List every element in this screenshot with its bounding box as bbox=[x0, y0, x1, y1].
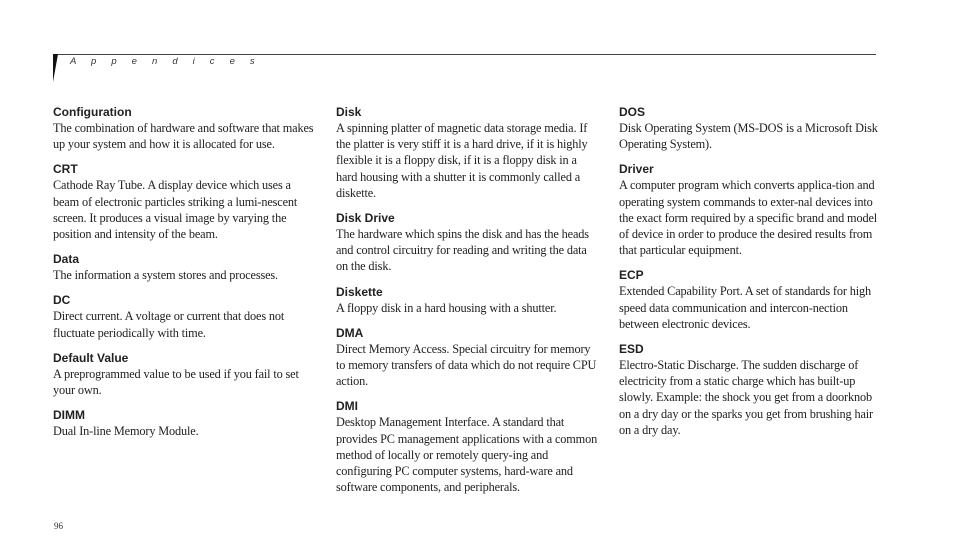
glossary-column-3 bbox=[619, 103, 881, 446]
glossary-term: Driver bbox=[619, 162, 654, 177]
glossary-definition: Direct current. A voltage or current that does not fluctuate periodically with time. bbox=[53, 309, 285, 340]
section-label: A p p e n d i c e s bbox=[70, 56, 261, 67]
glossary-definition: Cathode Ray Tube. A display device which uses a beam of electronic particles striking a lumi-nescent screen. It produces a visual image by varying the position and intensity of the beam. bbox=[53, 178, 298, 242]
glossary-term: CRT bbox=[53, 162, 78, 177]
glossary-term: DC bbox=[53, 293, 71, 308]
glossary-entry bbox=[53, 349, 315, 398]
glossary-term: Diskette bbox=[336, 284, 383, 299]
glossary-definition: Electro-Static Discharge. The sudden discharge of electricity from a static charge which has built-up slowly. Example: the shock you get from a doorknob on a dry day or the sparks you get from brushing hair on a dry day. bbox=[619, 358, 873, 437]
glossary-definition: Extended Capability Port. A set of standards for high speed data communication and intercon-nection between electronic devices. bbox=[619, 284, 871, 331]
glossary-entry bbox=[53, 291, 315, 340]
glossary-definition: Desktop Management Interface. A standard that provides PC management applications with a common method of locally or remotely query-ing and configuring PC computer systems, hard-ware and software components, and peripherals. bbox=[336, 415, 598, 495]
glossary-entry bbox=[619, 340, 881, 438]
glossary-column-1 bbox=[53, 103, 315, 447]
glossary-definition: A floppy disk in a hard housing with a shutter. bbox=[336, 300, 557, 315]
glossary-entry bbox=[53, 250, 315, 283]
glossary-term: Configuration bbox=[53, 105, 132, 119]
glossary-entry bbox=[336, 397, 598, 495]
glossary-entry bbox=[619, 266, 881, 332]
glossary-definition: A spinning platter of magnetic data storage media. If the platter is very stiff it is a hard drive, if it is highly flexible it is a floppy disk, if it is a floppy disk in a hard housing with a shutter it is commonly called a diskette. bbox=[336, 121, 588, 200]
glossary-term: DMI bbox=[336, 399, 358, 414]
glossary-term: Disk Drive bbox=[336, 211, 395, 226]
glossary-entry bbox=[53, 103, 315, 152]
glossary-definition: Direct Memory Access. Special circuitry for memory to memory transfers of data which do not require CPU action. bbox=[336, 341, 597, 389]
glossary-entry bbox=[53, 406, 315, 439]
glossary-entry bbox=[336, 103, 598, 201]
glossary-term: DMA bbox=[336, 325, 364, 340]
header-corner-mark bbox=[53, 54, 58, 82]
glossary-definition: A computer program which converts applica-tion and operating system commands to exter-nal devices into the exact form required by a specific brand and model of device in order to produce the desired results from that particular equipment. bbox=[619, 178, 878, 258]
glossary-definition: A preprogrammed value to be used if you fail to set your own. bbox=[53, 366, 299, 398]
glossary-definition: Disk Operating System (MS-DOS is a Microsoft Disk Operating System). bbox=[619, 121, 878, 152]
glossary-term: Disk bbox=[336, 105, 362, 119]
glossary-term: Data bbox=[53, 252, 80, 267]
glossary-entry bbox=[336, 324, 598, 390]
glossary-entry bbox=[336, 209, 598, 275]
glossary-entry bbox=[336, 283, 598, 316]
glossary-term: DOS bbox=[619, 105, 646, 119]
glossary-term: Default Value bbox=[53, 350, 129, 365]
glossary-definition: Dual In-line Memory Module. bbox=[53, 424, 199, 439]
glossary-term: ESD bbox=[619, 342, 644, 357]
glossary-entry bbox=[619, 103, 881, 152]
glossary-entry bbox=[619, 160, 881, 258]
glossary-definition: The combination of hardware and software that makes up your system and how it is allocated for use. bbox=[53, 121, 314, 152]
glossary-definition: The hardware which spins the disk and has the heads and control circuitry for reading and writing the data on the disk. bbox=[336, 227, 589, 274]
glossary-definition: The information a system stores and processes. bbox=[53, 268, 278, 283]
header-rule bbox=[54, 54, 876, 55]
glossary-column-2 bbox=[336, 103, 598, 503]
glossary-term: ECP bbox=[619, 268, 644, 283]
page-number: 96 bbox=[54, 521, 63, 531]
glossary-term: DIMM bbox=[53, 408, 85, 423]
glossary-entry bbox=[53, 160, 315, 242]
